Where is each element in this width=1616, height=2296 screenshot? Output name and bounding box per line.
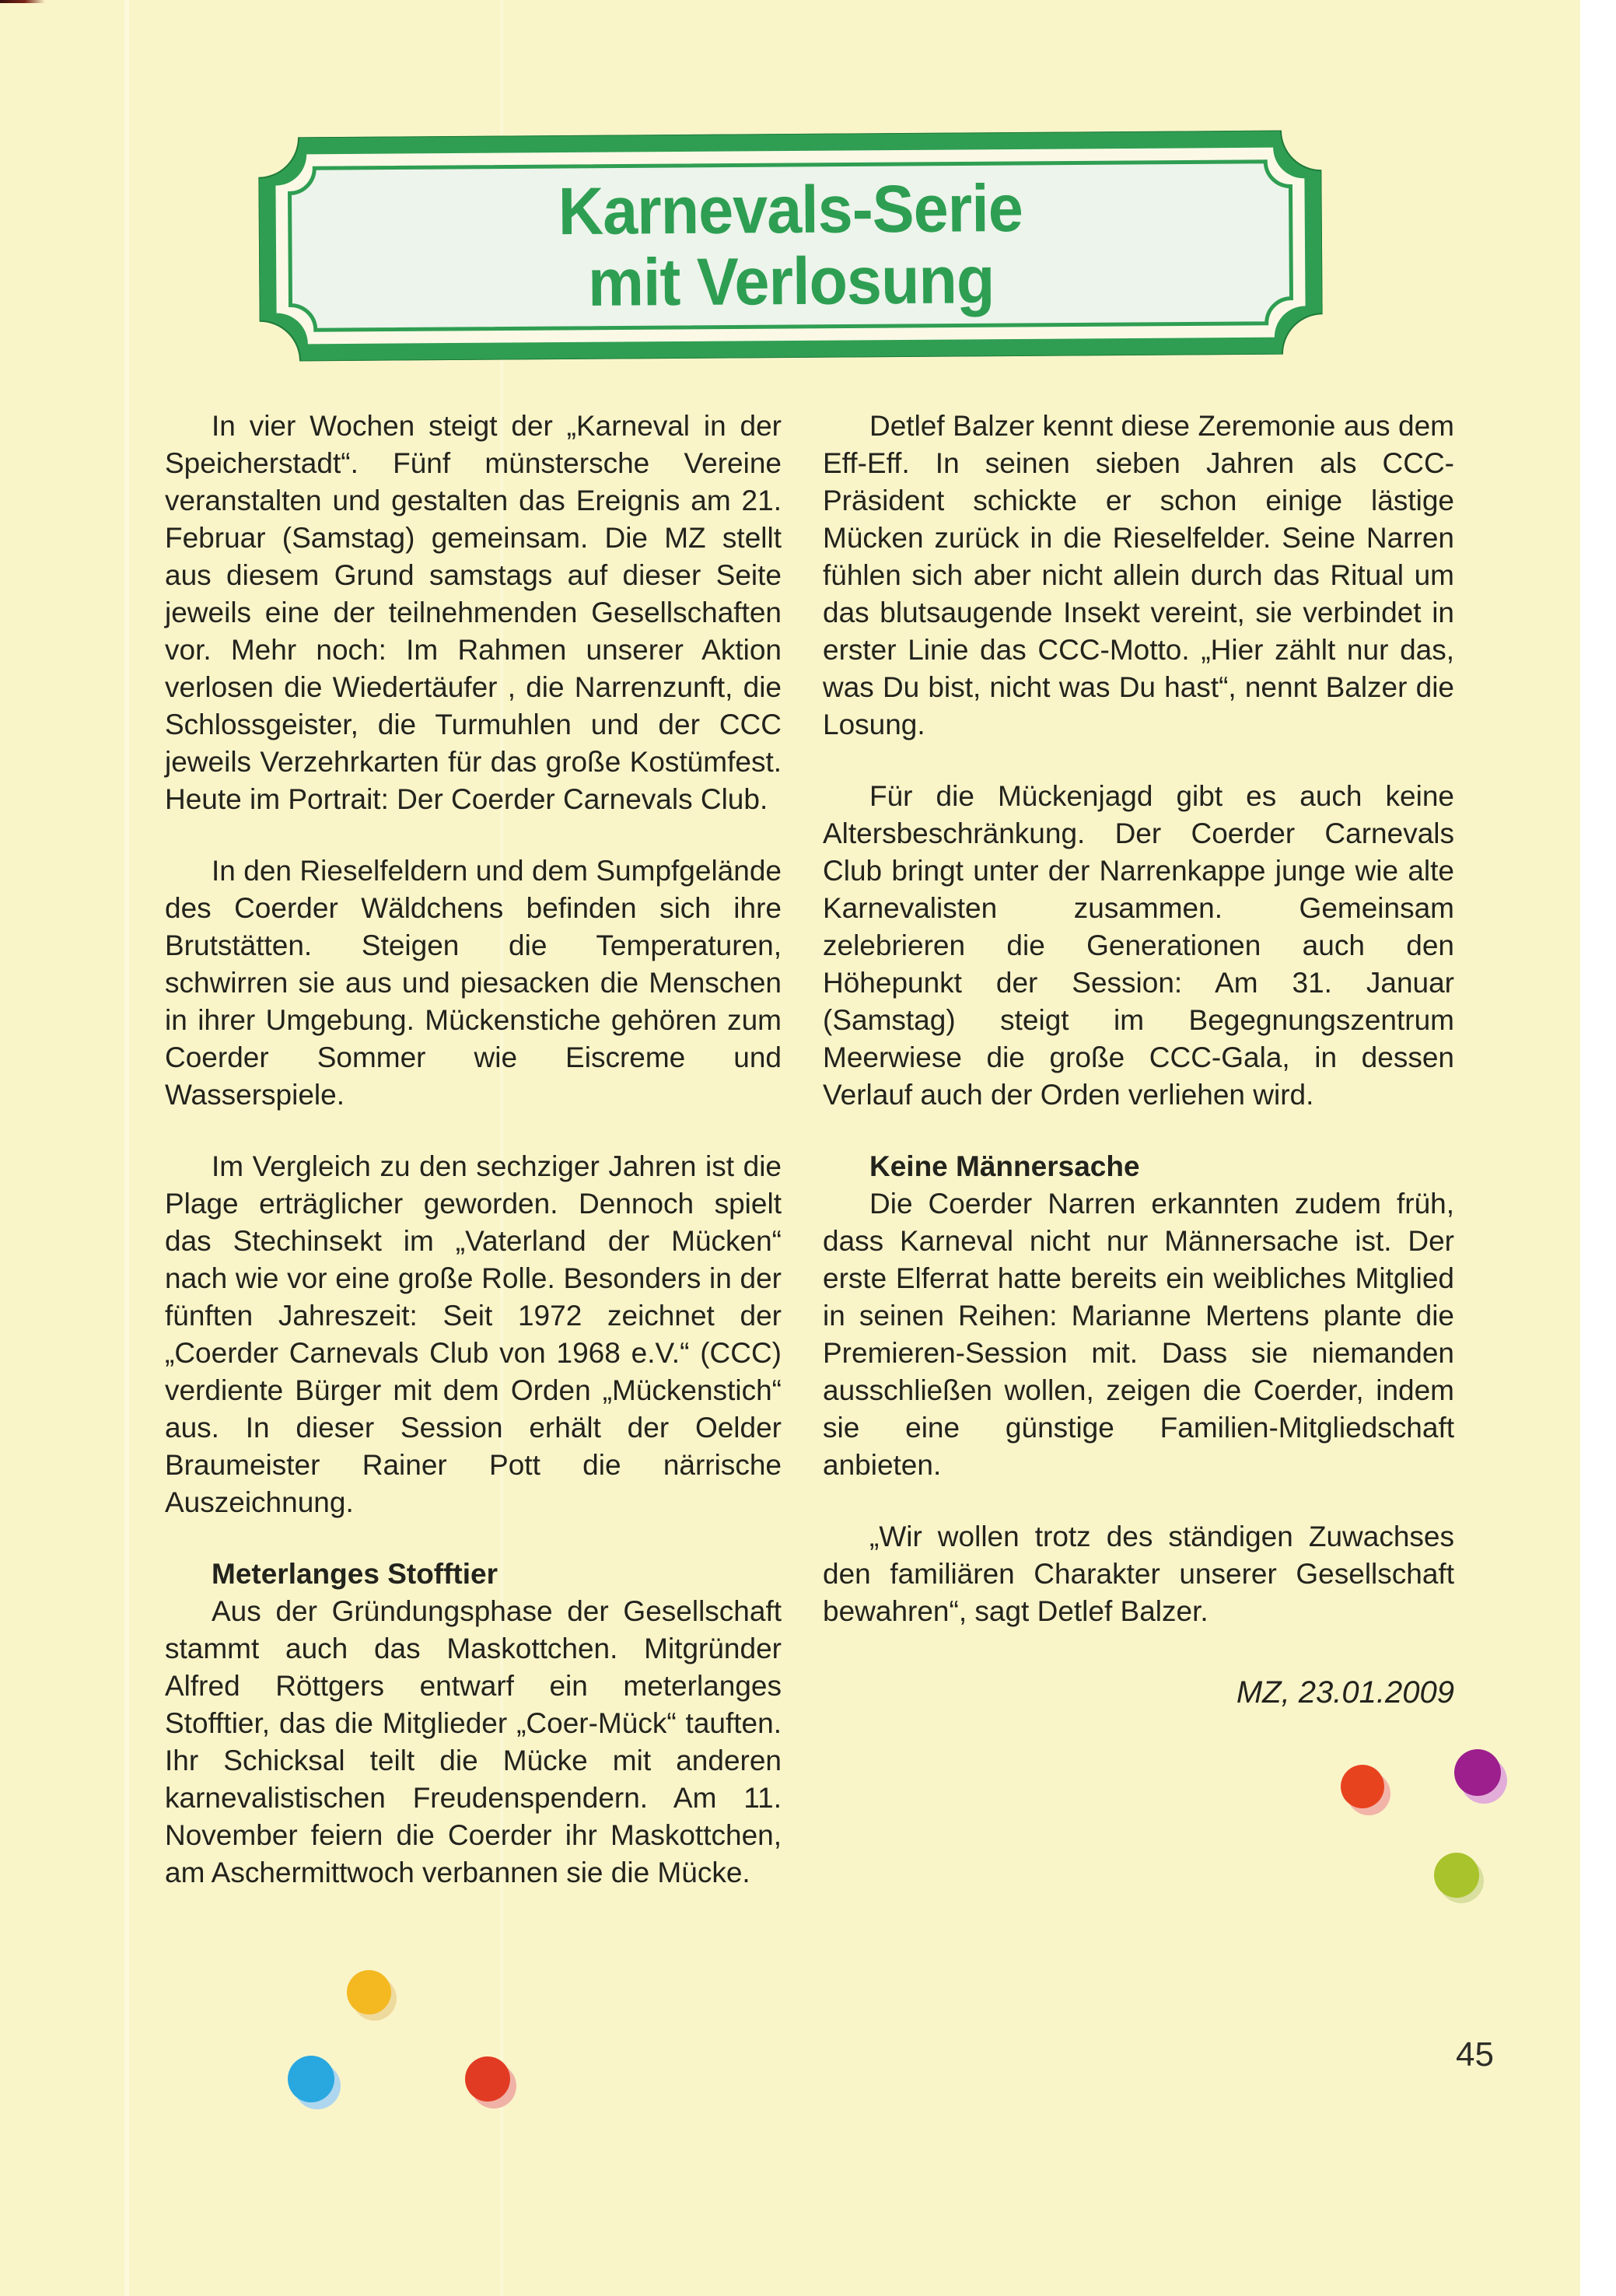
paragraph: Für die Mückenjagd gibt es auch keine Altersbeschränkung. Der Coerder Carnevals Club bringt unter der Narrenkappe junge wie alte Karnevalisten zusammen. Gemeinsam zelebrieren die Generationen auch den Höhepunkt der Session: Am 31. Januar (Samstag) steigt im Begegnungszentrum Meerwiese die große CCC-Gala, in dessen Verlauf auch der Orden verliehen wird. xyxy=(823,780,1454,1111)
title-sign xyxy=(258,130,1323,362)
paragraph: Im Vergleich zu den sechziger Jahren ist die Plage erträglicher geworden. Dennoch spielt das Stechinsekt im „Vaterland der Mücken“ nach wie vor eine große Rolle. Besonders in der fünften Jahreszeit: Seit 1972 zeichnet der „Coerder Carnevals Club von 1968 e.V.“ (CCC) verdiente Bürger mit dem Orden „Mückenstich“ aus. In dieser Session erhält der Oelder Braumeister Rainer Pott die närrische Auszeichnung. xyxy=(165,1150,782,1518)
sign-title-line2: mit Verlosung xyxy=(587,243,995,320)
paragraph: In vier Wochen steigt der „Karneval in der Speicherstadt“. Fünf münstersche Vereine veranstalten und gestalten das Ereignis am 21. Februar (Samstag) gemeinsam. Die MZ stellt aus diesem Grund samstags auf dieser Seite jeweils eine der teilnehmenden Gesellschaften vor. Mehr noch: Im Rahmen unserer Aktion verlosen die Wiedertäufer , die Narrenzunft, die Schlossgeister, die Turmuhlen und der CCC jeweils Verzehrkarten für das große Kostümfest. Heute im Portrait: Der Coerder Carnevals Club. xyxy=(165,410,782,815)
sign-title-line1: Karnevals-Serie xyxy=(558,170,1023,250)
dot-lime xyxy=(1434,1853,1479,1898)
article-left-column xyxy=(165,408,782,1926)
dot-blue xyxy=(288,2056,334,2102)
article-right-column xyxy=(823,408,1454,1711)
paragraph: In den Rieselfeldern und dem Sumpfgelände des Coerder Wäldchens befinden sich ihre Brutstätten. Steigen die Temperaturen, schwirren sie aus und piesacken die Menschen in ihrer Umgebung. Mückenstiche gehören zum Coerder Sommer wie Eiscreme und Wasserspiele. xyxy=(165,855,782,1111)
section-heading: Meterlanges Stofftier xyxy=(212,1558,498,1590)
paragraph: Aus der Gründungsphase der Gesellschaft stammt auch das Maskottchen. Mitgründer Alfred Röttgers entwarf ein meterlanges Stofftier, das die Mitglieder „Coer-Mück“ tauften. Ihr Schicksal teilt die Mücke mit anderen karnevalistischen Freudenspendern. Am 11. November feiern die Coerder ihr Maskottchen, am Aschermittwoch verbannen sie die Mücke. xyxy=(165,1595,782,1888)
paragraph: Detlef Balzer kennt diese Zeremonie aus dem Eff-Eff. In seinen sieben Jahren als CCC-Präsident schickte er schon einige lästige Mücken zurück in die Rieselfelder. Seine Narren fühlen sich aber nicht allein durch das Ritual um das blutsaugende Insekt vereint, sie verbindet in erster Linie das CCC-Motto. „Hier zählt nur das, was Du bist, nicht was Du hast“, nennt Balzer die Losung. xyxy=(823,410,1454,740)
section-heading: Keine Männersache xyxy=(869,1150,1140,1182)
source-citation: MZ, 23.01.2009 xyxy=(1236,1675,1454,1710)
dot-yellow xyxy=(347,1970,391,2014)
dot-red-right xyxy=(1341,1765,1384,1808)
sign-title xyxy=(289,162,1291,331)
scan-edge-white-strip xyxy=(1580,0,1616,2296)
page-number: 45 xyxy=(1456,2035,1494,2074)
scan-artifact-mark xyxy=(0,0,45,3)
dot-red-left xyxy=(465,2056,510,2102)
paragraph: „Wir wollen trotz des ständigen Zuwachses den familiären Charakter unserer Gesellschaft bewahren“, sagt Detlef Balzer. xyxy=(823,1521,1454,1627)
scan-crease-line xyxy=(124,0,129,2296)
paragraph: Die Coerder Narren erkannten zudem früh, dass Karneval nicht nur Männersache ist. Der erste Elferrat hatte bereits ein weibliches Mitglied in seinen Reihen: Marianne Mertens plante die Premieren-Session mit. Dass sie niemanden ausschließen wollen, zeigen die Coerder, indem sie eine günstige Familien-Mitgliedschaft anbieten. xyxy=(823,1188,1454,1481)
dot-purple xyxy=(1454,1749,1501,1796)
